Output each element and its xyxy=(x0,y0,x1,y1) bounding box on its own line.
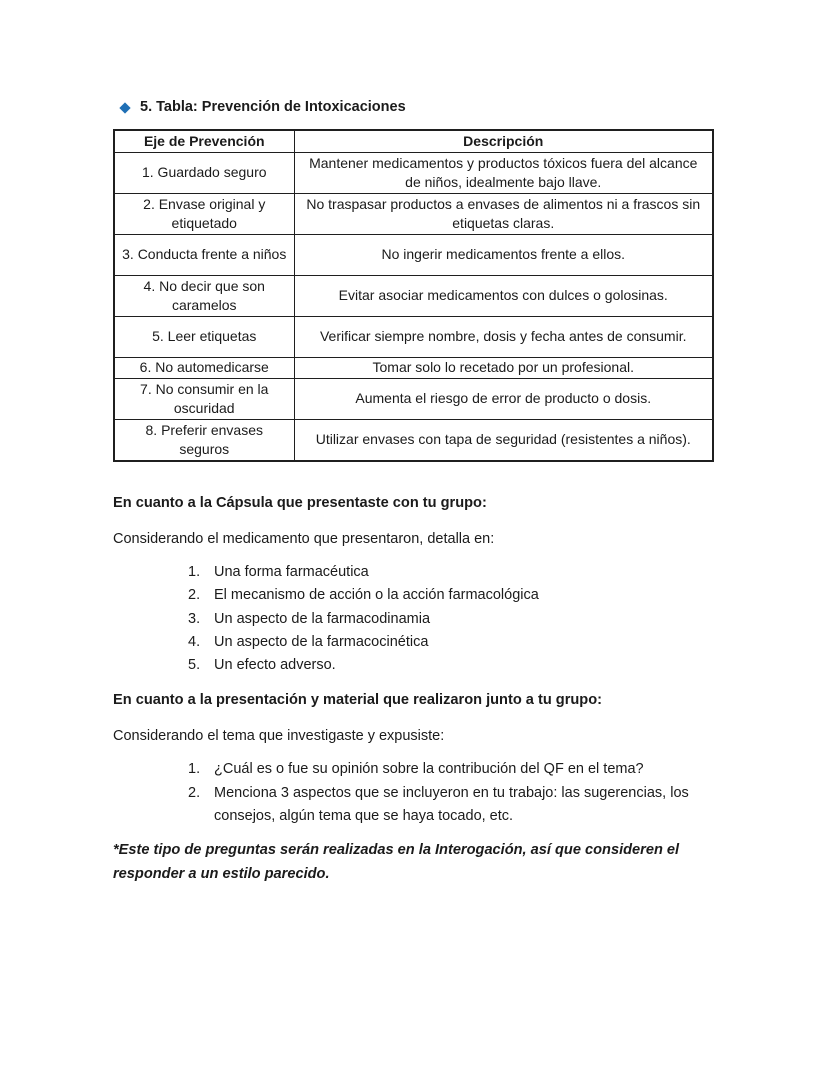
interrogation-note: *Este tipo de preguntas serán realizadas en la Interogación, así que consideren el responder a un estilo parecido. xyxy=(113,842,680,882)
diamond-bullet-icon xyxy=(119,102,130,113)
table-cell-eje: 3. Conducta frente a niños xyxy=(114,235,294,276)
list-item-text: Un aspecto de la farmacodinamia xyxy=(214,610,431,627)
table-cell-descripcion: Mantener medicamentos y productos tóxicos fuera del alcance de niños, idealmente bajo llave. xyxy=(294,153,713,194)
heading-presentacion: En cuanto a la presentación y material que realizaron junto a tu grupo: xyxy=(113,692,602,709)
list-item xyxy=(188,782,712,829)
table-cell-descripcion: Tomar solo lo recetado por un profesional. xyxy=(294,358,713,379)
table-cell-descripcion: Evitar asociar medicamentos con dulces o golosinas. xyxy=(294,276,713,317)
table-row xyxy=(114,358,713,379)
table-cell-descripcion: No ingerir medicamentos frente a ellos. xyxy=(294,235,713,276)
page-title: 5. Tabla: Prevención de Intoxicaciones xyxy=(140,99,406,115)
table-cell-descripcion: Verificar siempre nombre, dosis y fecha antes de consumir. xyxy=(294,317,713,358)
list-item xyxy=(188,584,712,607)
intro-presentacion: Considerando el tema que investigaste y expusiste: xyxy=(113,728,445,745)
table-row xyxy=(114,276,713,317)
table-row xyxy=(114,194,713,235)
prevention-table xyxy=(113,129,714,462)
list-item-number: 1. xyxy=(188,761,201,778)
heading-capsula: En cuanto a la Cápsula que presentaste con tu grupo: xyxy=(113,495,487,511)
table-row xyxy=(114,235,713,276)
list-item-number: 5. xyxy=(188,657,201,674)
list-item-number: 2. xyxy=(188,587,201,604)
list-item-text: Menciona 3 aspectos que se incluyeron en tu trabajo: las sugerencias, los consejos, algún tema que se haya tocado, etc. xyxy=(214,784,689,825)
table-row xyxy=(114,153,713,194)
section-title-row xyxy=(113,99,712,116)
list-item-text: El mecanismo de acción o la acción farmacológica xyxy=(214,587,539,604)
list-item-number: 2. xyxy=(188,784,201,801)
table-cell-eje: 5. Leer etiquetas xyxy=(114,317,294,358)
table-cell-eje: 6. No automedicarse xyxy=(114,358,294,379)
table-cell-descripcion: Aumenta el riesgo de error de producto o dosis. xyxy=(294,379,713,420)
list-item xyxy=(188,608,712,631)
table-cell-descripcion: Utilizar envases con tapa de seguridad (resistentes a niños). xyxy=(294,420,713,462)
list-item-number: 1. xyxy=(188,564,201,580)
capsula-list xyxy=(188,561,712,677)
list-item-text: Una forma farmacéutica xyxy=(214,564,369,580)
list-item-number: 4. xyxy=(188,633,201,650)
table-cell-eje: 7. No consumir en la oscuridad xyxy=(114,379,294,420)
table-row xyxy=(114,379,713,420)
table-cell-eje: 4. No decir que son caramelos xyxy=(114,276,294,317)
table-header-eje: Eje de Prevención xyxy=(114,130,294,153)
list-item xyxy=(188,654,712,677)
list-item xyxy=(188,561,712,584)
table-cell-eje: 1. Guardado seguro xyxy=(114,153,294,194)
table-header-row xyxy=(114,130,713,153)
list-item-number: 3. xyxy=(188,610,201,627)
list-item-text: ¿Cuál es o fue su opinión sobre la contribución del QF en el tema? xyxy=(214,761,644,778)
presentacion-list xyxy=(188,758,712,828)
table-cell-eje: 2. Envase original y etiquetado xyxy=(114,194,294,235)
list-item-text: Un aspecto de la farmacocinética xyxy=(214,633,429,650)
table-cell-eje: 8. Preferir envases seguros xyxy=(114,420,294,462)
table-header-descripcion: Descripción xyxy=(294,130,713,153)
table-cell-descripcion: No traspasar productos a envases de alimentos ni a frascos sin etiquetas claras. xyxy=(294,194,713,235)
intro-capsula: Considerando el medicamento que presentaron, detalla en: xyxy=(113,531,495,547)
table-row xyxy=(114,420,713,462)
list-item xyxy=(188,758,712,781)
list-item xyxy=(188,631,712,654)
table-row xyxy=(114,317,713,358)
list-item-text: Un efecto adverso. xyxy=(214,657,336,674)
